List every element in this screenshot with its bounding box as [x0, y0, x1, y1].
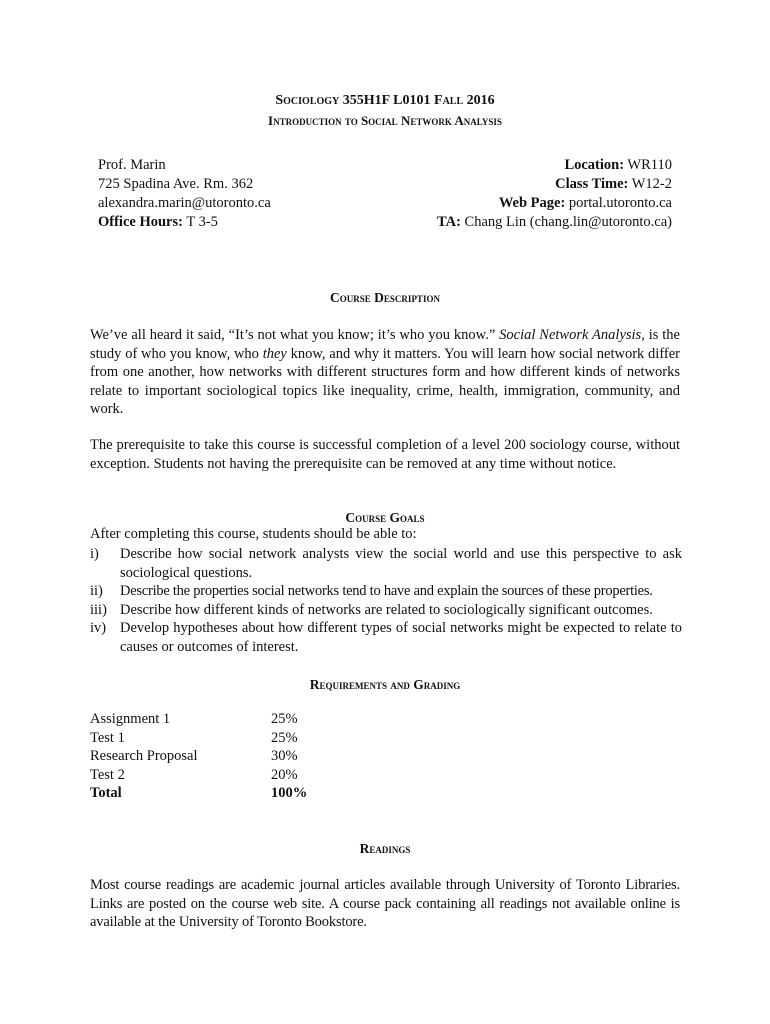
location-label: Location: — [564, 157, 625, 173]
grade-item-weight: 25% — [271, 711, 298, 727]
grade-item-weight: 30% — [271, 748, 298, 764]
goal-text: Describe how social network analysts view the social world and use this perspective to ask sociological questions. — [120, 546, 682, 581]
goal-number: ii) — [90, 583, 103, 599]
goal-text: Describe how different kinds of networks are related to sociologically significant outcomes. — [120, 601, 653, 618]
grade-total-value: 100% — [271, 785, 308, 801]
web-page-label: Web Page: — [498, 195, 566, 211]
instructor-address: 725 Spadina Ave. Rm. 362 — [98, 176, 254, 192]
office-hours-value: T 3-5 — [186, 214, 218, 230]
grade-total-row — [90, 784, 307, 803]
desc-text: , is the study of who you know, who — [90, 327, 680, 362]
ta-label: TA: — [437, 214, 461, 230]
readings-heading: Readings — [359, 841, 411, 856]
class-time-label: Class Time: — [555, 176, 629, 192]
course-info-block — [437, 156, 672, 232]
course-code-title: Sociology 355H1F L0101 Fall 2016 — [275, 93, 495, 108]
grade-item-weight: 25% — [271, 729, 298, 746]
grade-total-label: Total — [90, 785, 122, 801]
instructor-block — [98, 156, 271, 232]
goal-text: Develop hypotheses about how different types of social networks might be expected to relate to causes or outcomes of interest. — [120, 620, 682, 655]
desc-text: We’ve all heard it said, “It’s not what you know; it’s who you know.” — [90, 327, 500, 343]
goals-list — [90, 545, 682, 656]
table-row — [90, 710, 307, 729]
goal-number: i) — [90, 546, 99, 562]
course-description-heading: Course Description — [330, 290, 440, 305]
ta-value: Chang Lin (chang.lin@utoronto.ca) — [464, 214, 672, 230]
list-item — [90, 545, 682, 582]
class-time — [437, 175, 672, 194]
grade-item-name: Assignment 1 — [90, 711, 171, 727]
table-row — [90, 766, 307, 785]
grading-heading: Requirements and Grading — [309, 677, 461, 692]
location-value: WR110 — [627, 157, 672, 173]
web-page-value: portal.utoronto.ca — [568, 195, 672, 211]
goal-number: iv) — [90, 620, 107, 636]
readings-paragraph: Most course readings are academic journal articles available through University of Toronto Libraries. Links are posted on the course web site. A course pack containing all readings not available online is available at the University of Toronto Bookstore. — [90, 877, 680, 930]
table-row — [90, 729, 307, 748]
list-item — [90, 619, 682, 656]
prerequisite-paragraph: The prerequisite to take this course is successful completion of a level 200 sociology course, without exception. Students not having the prerequisite can be removed at any time without notice. — [90, 437, 680, 472]
course-name-title: Introduction to Social Network Analysis — [268, 113, 502, 128]
grade-item-name: Test 1 — [90, 729, 125, 746]
grading-table — [90, 710, 307, 803]
course-description-paragraph — [90, 326, 680, 419]
grade-item-name: Research Proposal — [90, 748, 198, 764]
web-page — [437, 194, 672, 213]
office-hours-label: Office Hours: — [98, 214, 183, 230]
goals-intro: After completing this course, students should be able to: — [90, 526, 417, 542]
location — [437, 156, 672, 175]
list-item — [90, 601, 682, 620]
list-item — [90, 582, 682, 601]
desc-italic: they — [262, 345, 287, 362]
grade-item-weight: 20% — [271, 766, 298, 783]
ta — [437, 213, 672, 232]
desc-text: know, and why it matters. You will learn how social network differ from one another, how networks with different structures form and how different kinds of networks relate to important sociological topics like inequality, crime, health, immigration, community, and work. — [90, 345, 680, 417]
goal-number: iii) — [90, 601, 107, 618]
instructor-name: Prof. Marin — [98, 157, 166, 173]
table-row — [90, 747, 307, 766]
course-goals-heading: Course Goals — [345, 510, 425, 525]
desc-italic: Social Network Analysis — [499, 327, 642, 343]
goal-text: Describe the properties social networks tend to have and explain the sources of these properties. — [120, 583, 653, 599]
class-time-value: W12-2 — [631, 176, 672, 192]
instructor-email: alexandra.marin@utoronto.ca — [98, 195, 271, 211]
office-hours — [98, 213, 271, 232]
grade-item-name: Test 2 — [90, 766, 125, 783]
